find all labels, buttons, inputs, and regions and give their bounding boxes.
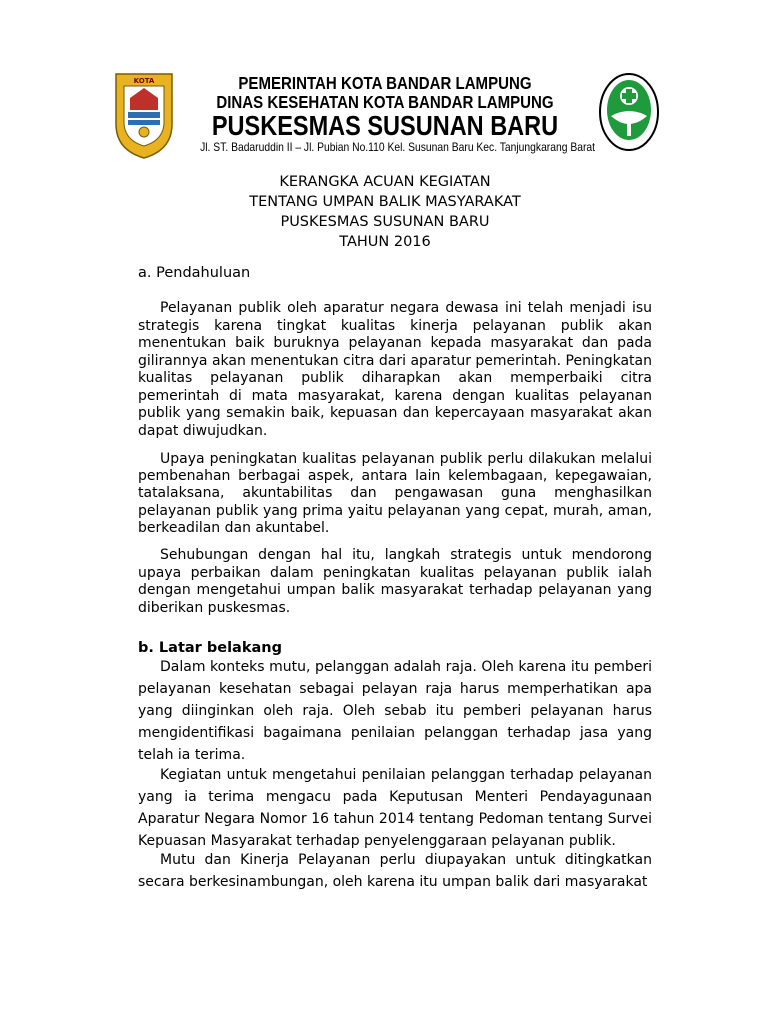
letterhead-line-2: DINAS KESEHATAN KOTA BANDAR LAMPUNG [216, 92, 554, 112]
section-a-paragraph-1: Pelayanan publik oleh aparatur negara dewasa ini telah menjadi isu strategis karena tingkat kualitas kinerja pelayanan publik akan menentukan baik buruknya pelayanan kepada masyarakat dan pada gilirannya akan menentukan citra dari aparatur pemerintah. Peningkatan kualitas pelayanan publik diharapkan akan memperbaiki citra pemerintah di mata masyarakat, karena dengan kualitas pelayanan publik yang semakin baik, kepuasan dan kepercayaan masyarakat akan dapat diwujudkan. [138, 300, 652, 439]
kota-bandar-lampung-emblem-icon [112, 68, 176, 160]
letterhead-line-1: PEMERINTAH KOTA BANDAR LAMPUNG [238, 73, 532, 93]
letterhead [0, 0, 768, 165]
title-line-1: KERANGKA ACUAN KEGIATAN [279, 174, 491, 190]
section-b-paragraph-2: Kegiatan untuk mengetahui penilaian pelanggan terhadap pelayanan yang ia terima mengacu pada Keputusan Menteri Pendayagunaan Aparatur Negara Nomor 16 tahun 2014 tentang Pedoman tentang Survei Kepuasan Masyarakat terhadap penyelenggaraan pelayanan publik. [138, 767, 652, 849]
section-b-heading: b. Latar belakang [138, 640, 282, 656]
document-title [130, 172, 640, 252]
section-b-paragraph-1: Dalam konteks mutu, pelanggan adalah raja. Oleh karena itu pemberi pelayanan kesehatan sebagai pelayan raja harus memperhatikan apa yang diinginkan oleh raja. Oleh sebab itu pemberi pelayanan harus mengidentifikasi bagaimana penilaian pelanggan terhadap jasa yang telah ia terima. [138, 659, 652, 763]
title-line-2: TENTANG UMPAN BALIK MASYARAKAT [249, 194, 521, 210]
section-a-paragraph-3: Sehubungan dengan hal itu, langkah strategis untuk mendorong upaya perbaikan dalam peningkatan kualitas pelayanan publik ialah dengan mengetahui umpan balik masyarakat terhadap pelayanan yang diberikan puskesmas. [138, 547, 652, 616]
logo-left-top-text: KOTA [133, 77, 155, 85]
section-a-paragraph-2: Upaya peningkatan kualitas pelayanan publik perlu dilakukan melalui pembenahan berbagai aspek, antara lain kelembagaan, kepegawaian, tatalaksana, akuntabilitas dan pengawasan guna menghasilkan pelayanan publik yang prima yaitu pelayanan yang cepat, murah, aman, berkeadilan dan akuntabel. [138, 451, 652, 536]
title-line-4: TAHUN 2016 [339, 234, 431, 250]
bakti-husada-emblem-icon [597, 72, 661, 156]
letterhead-address: Jl. ST. Badaruddin II – Jl. Pubian No.110 Kel. Susunan Baru Kec. Tanjungkarang Barat [200, 140, 596, 154]
title-line-3: PUSKESMAS SUSUNAN BARU [280, 214, 490, 230]
letterhead-institution-name: PUSKESMAS SUSUNAN BARU [211, 110, 559, 141]
section-a-heading: a. Pendahuluan [138, 265, 251, 281]
section-b-paragraph-3: Mutu dan Kinerja Pelayanan perlu diupayakan untuk ditingkatkan secara berkesinambungan, oleh karena itu umpan balik dari masyarakat [138, 852, 652, 890]
